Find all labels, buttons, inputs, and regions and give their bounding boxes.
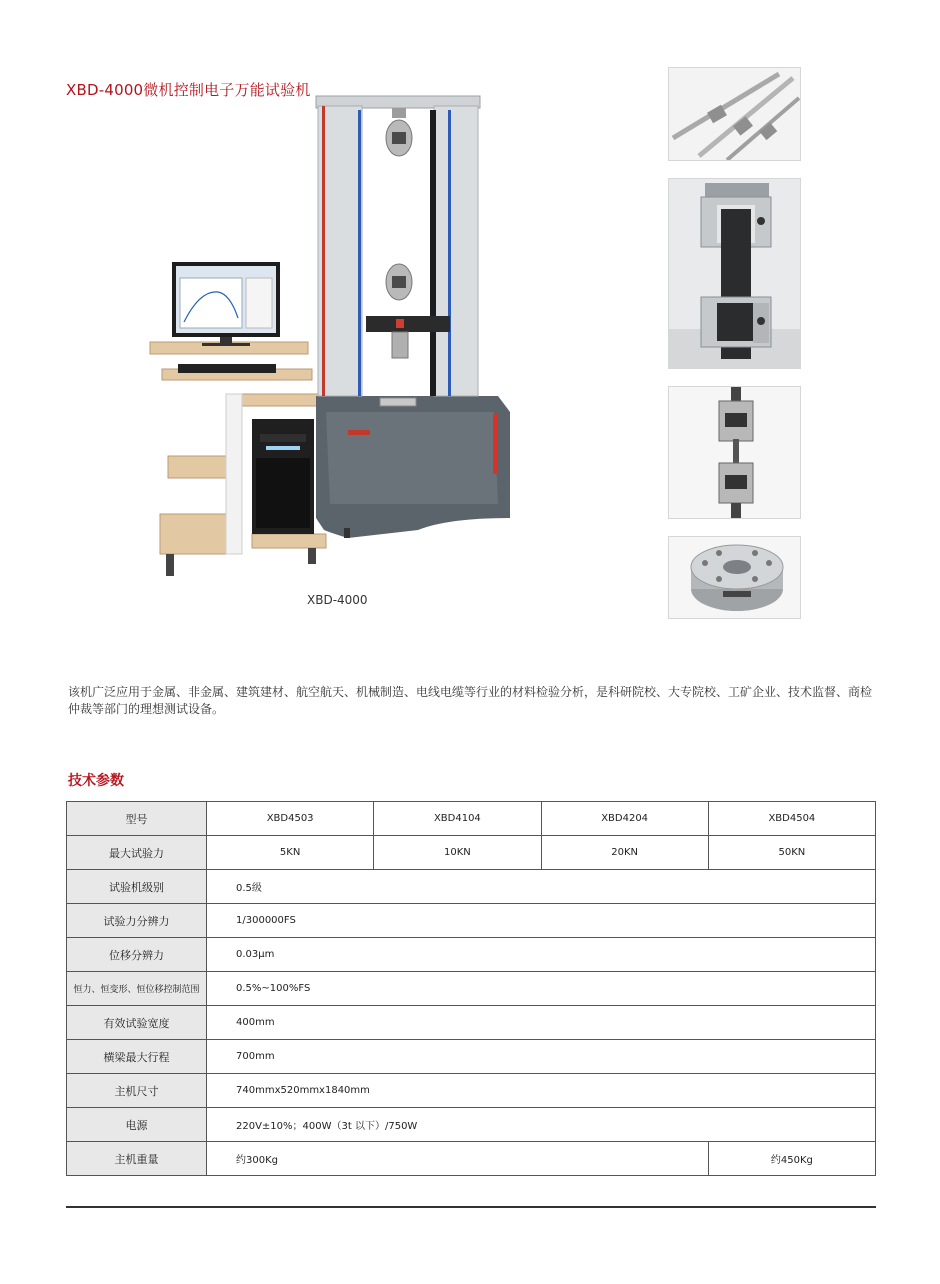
max-force-label: 最大试验力 bbox=[67, 836, 207, 870]
table-row bbox=[67, 1108, 876, 1142]
table-row bbox=[67, 1074, 876, 1108]
model-label: 型号 bbox=[67, 802, 207, 836]
weight-large-value: 约450Kg bbox=[708, 1142, 875, 1176]
max-force-cell: 50KN bbox=[708, 836, 875, 870]
spec-section-title: 技术参数 bbox=[68, 773, 124, 789]
weight-label: 主机重量 bbox=[67, 1142, 207, 1176]
weight-small-value: 约300Kg bbox=[207, 1142, 709, 1176]
row-label: 横梁最大行程 bbox=[67, 1040, 207, 1074]
table-row bbox=[67, 870, 876, 904]
row-label: 电源 bbox=[67, 1108, 207, 1142]
row-value: 0.5%~100%FS bbox=[207, 972, 876, 1006]
tensile-grip-image bbox=[668, 386, 801, 519]
table-row bbox=[67, 938, 876, 972]
table-row bbox=[67, 1040, 876, 1074]
intro-paragraph: 该机广泛应用于金属、非金属、建筑建材、航空航天、机械制造、电线电缆等行业的材料检验分析，是科研院校、大专院校、工矿企业、技术监督、商检仲裁等部门的理想测试设备。 bbox=[68, 685, 873, 716]
bottom-divider bbox=[66, 1206, 876, 1208]
load-cell-image bbox=[668, 536, 801, 619]
max-force-cell: 5KN bbox=[207, 836, 374, 870]
row-value: 0.03μm bbox=[207, 938, 876, 972]
table-row bbox=[67, 1142, 876, 1176]
max-force-cell: 20KN bbox=[541, 836, 708, 870]
testing-machine-image bbox=[148, 94, 518, 584]
row-value: 1/300000FS bbox=[207, 904, 876, 938]
row-value: 740mmx520mmx1840mm bbox=[207, 1074, 876, 1108]
spec-table bbox=[66, 801, 876, 1176]
table-row bbox=[67, 802, 876, 836]
row-value: 0.5级 bbox=[207, 870, 876, 904]
row-label: 试验机级别 bbox=[67, 870, 207, 904]
textile-grip-image bbox=[668, 178, 801, 369]
row-label: 位移分辨力 bbox=[67, 938, 207, 972]
model-cell: XBD4104 bbox=[374, 802, 541, 836]
page-title: XBD-4000微机控制电子万能试验机 bbox=[66, 81, 311, 99]
row-value: 700mm bbox=[207, 1040, 876, 1074]
model-cell: XBD4204 bbox=[541, 802, 708, 836]
row-label: 有效试验宽度 bbox=[67, 1006, 207, 1040]
row-label: 主机尺寸 bbox=[67, 1074, 207, 1108]
max-force-cell: 10KN bbox=[374, 836, 541, 870]
row-value: 220V±10%；400W（3t 以下）/750W bbox=[207, 1108, 876, 1142]
row-label: 试验力分辨力 bbox=[67, 904, 207, 938]
table-row bbox=[67, 972, 876, 1006]
ball-screw-image bbox=[668, 67, 801, 161]
model-cell: XBD4504 bbox=[708, 802, 875, 836]
row-value: 400mm bbox=[207, 1006, 876, 1040]
table-row bbox=[67, 904, 876, 938]
table-row bbox=[67, 1006, 876, 1040]
table-row bbox=[67, 836, 876, 870]
row-label: 恒力、恒变形、恒位移控制范围 bbox=[67, 972, 207, 1006]
machine-caption: XBD-4000 bbox=[307, 593, 368, 607]
model-cell: XBD4503 bbox=[207, 802, 374, 836]
